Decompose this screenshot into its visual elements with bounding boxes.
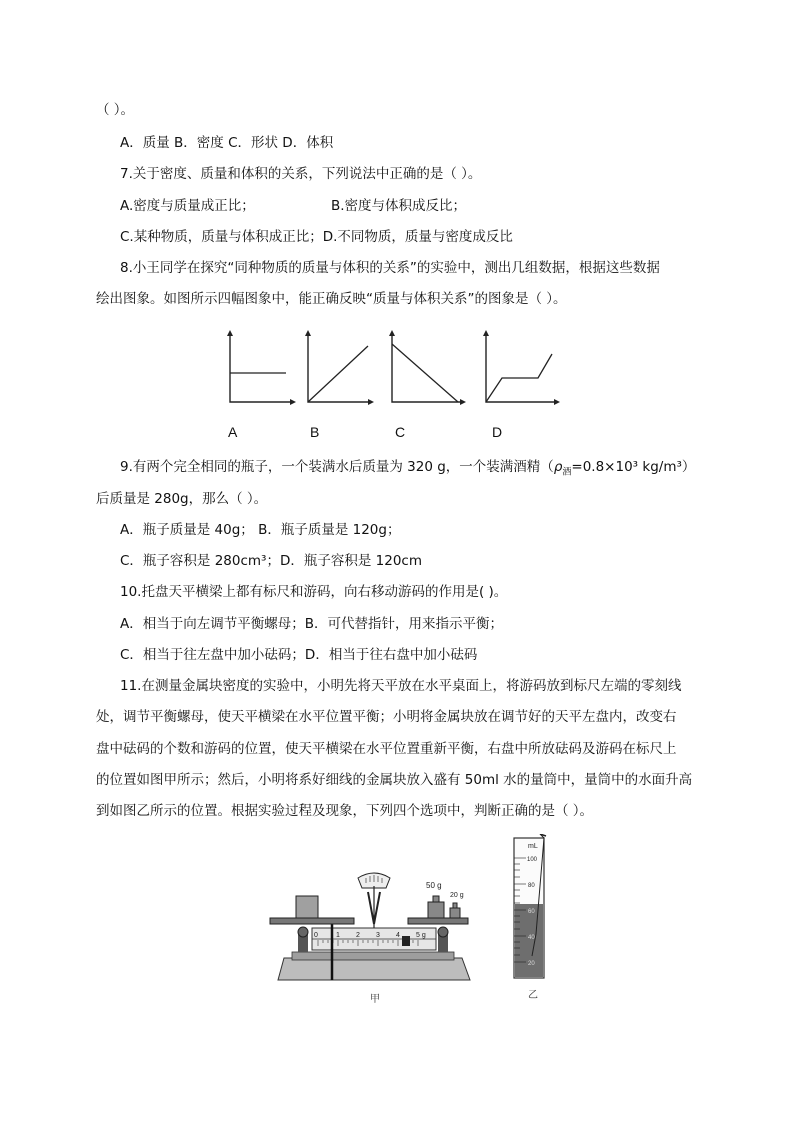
q11-line-3: 盘中砝码的个数和游码的位置，使天平横梁在水平位置重新平衡，右盘中所放砝码及游码在标尺上 [96, 741, 677, 757]
cylinder-tick-40: 40 [528, 935, 535, 941]
q7-option-a: A.密度与质量成正比； [120, 198, 255, 214]
q9-line-1-text: 9.有两个完全相同的瓶子，一个装满水后质量为 320 g，一个装满酒精（ [120, 459, 554, 475]
graph-label-c: C [395, 424, 406, 440]
q7-option-cd: C.某种物质，质量与体积成正比；D.不同物质，质量与密度成反比 [120, 229, 513, 245]
q11-line-4: 的位置如图甲所示；然后，小明将系好细线的金属块放入盛有 50ml 水的量筒中，量筒中的水面升高 [96, 772, 693, 788]
q6-tail: （ ）。 [96, 102, 135, 118]
rho-symbol: ρ [553, 459, 563, 475]
q11-line-5: 到如图乙所示的位置。根据实验过程及现象，下列四个选项中，判断正确的是（ ）。 [96, 803, 594, 819]
graph-b [300, 330, 376, 406]
q9-options-cd: C．瓶子容积是 280cm³；D．瓶子容积是 120cm [120, 553, 422, 569]
rider [402, 936, 410, 946]
graph-c [384, 330, 468, 406]
rho-subscript: 酒 [562, 467, 572, 478]
scale-tick-3: 3 [376, 932, 380, 939]
balance-figure [262, 856, 484, 990]
q6-options: A．质量 B．密度 C．形状 D．体积 [120, 135, 334, 151]
scale-tick-4: 4 [396, 932, 400, 939]
q10-options-ab: A．相当于向左调节平衡螺母；B．可代替指针，用来指示平衡； [120, 616, 503, 632]
cylinder-tick-80: 80 [528, 883, 535, 889]
scale-tick-2: 2 [356, 932, 360, 939]
balance-caption: 甲 [370, 994, 380, 1005]
graph-d [478, 330, 562, 406]
q8-line-1: 8.小王同学在探究“同种物质的质量与体积的关系”的实验中，测出几组数据，根据这些数据 [120, 260, 660, 276]
weight-20g-label: 20 g [450, 892, 464, 899]
scale-tick-0: 0 [314, 932, 318, 939]
weight-50g-label: 50 g [426, 881, 442, 890]
cylinder-tick-60: 60 [528, 909, 535, 915]
graph-label-a: A [228, 424, 238, 440]
cylinder-figure [506, 834, 552, 980]
graph-label-d: D [492, 424, 503, 440]
cylinder-tick-20: 20 [528, 961, 535, 967]
cylinder-unit: mL [528, 843, 538, 850]
q7-option-b: B.密度与体积成反比； [331, 198, 467, 214]
q9-options-ab: A．瓶子质量是 40g； B．瓶子质量是 120g； [120, 522, 401, 538]
q9-line-2: 后质量是 280g，那么（ ）。 [96, 491, 268, 507]
q11-line-2: 处，调节平衡螺母，使天平横梁在水平位置平衡；小明将金属块放在调节好的天平左盘内，改变右 [96, 709, 677, 725]
cylinder-tick-100: 100 [527, 857, 538, 863]
graph-a [222, 330, 298, 406]
scale-tick-1: 1 [336, 932, 340, 939]
graph-label-b: B [310, 424, 320, 440]
q11-line-1: 11.在测量金属块密度的实验中，小明先将天平放在水平桌面上，将游码放到标尺左端的零刻线 [120, 678, 682, 694]
scale-tick-5: 5 g [416, 932, 426, 939]
q9-line-1-value: =0.8×10³ kg/m³） [571, 459, 696, 475]
q10-stem: 10.托盘天平横梁上都有标尺和游码，向右移动游码的作用是( )。 [120, 584, 508, 600]
cylinder-caption: 乙 [528, 990, 538, 1001]
q8-line-2: 绘出图象。如图所示四幅图象中，能正确反映“质量与体积关系”的图象是（ ）。 [96, 291, 567, 307]
q7-stem: 7.关于密度、质量和体积的关系，下列说法中正确的是（ ）。 [120, 166, 482, 182]
q10-options-cd: C．相当于往左盘中加小砝码；D．相当于往右盘中加小砝码 [120, 647, 478, 663]
q9-line-1 [120, 458, 695, 482]
